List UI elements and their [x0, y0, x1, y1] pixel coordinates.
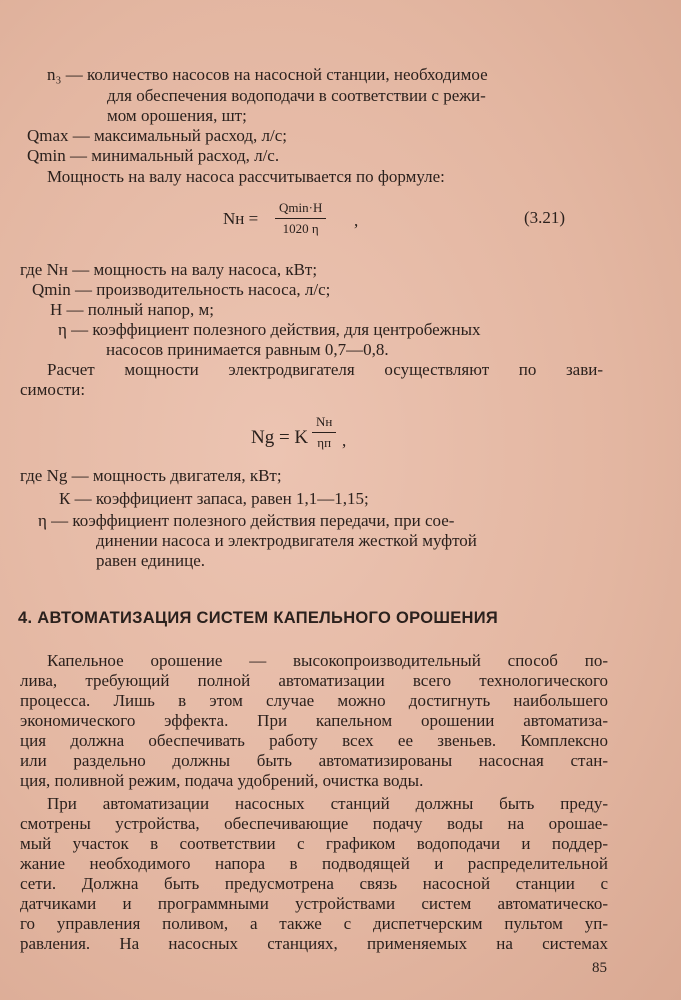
- def-h: Н — полный напор, м;: [50, 300, 215, 319]
- paragraph-line: ция, поливной режим, подача удобрений, очистка воды.: [20, 771, 424, 790]
- paragraph-line: равления. На насосных станциях, применяемых на системах: [20, 934, 608, 953]
- def-nn: где Nн — мощность на валу насоса, кВт;: [20, 260, 318, 279]
- section-heading: 4. АВТОМАТИЗАЦИЯ СИСТЕМ КАПЕЛЬНОГО ОРОШЕНИЯ: [18, 609, 499, 627]
- paragraph-line: мый участок в соответствии с графиком водоподачи и поддер-: [20, 834, 608, 853]
- paragraph-line: экономического эффекта. При капельном орошении автоматиза-: [20, 711, 608, 730]
- def-qmin-2: Qmin — производительность насоса, л/с;: [32, 280, 331, 299]
- paragraph-line: сети. Должна быть предусмотрена связь насосной станции с: [20, 874, 608, 893]
- paragraph: Расчет мощности электродвигателя осуществляют по зави-: [47, 360, 603, 379]
- paragraph-line: смотрены устройства, обеспечивающие подачу воды на орошае-: [20, 814, 608, 833]
- def-n3-cont: для обеспечения водоподачи в соответствии с режи-: [107, 86, 486, 105]
- symbol: n₃: [47, 65, 62, 84]
- paragraph-line: При автоматизации насосных станций должны быть преду-: [47, 794, 608, 813]
- document-page: n₃ — количество насосов на насосной станции, необходимое для обеспечения водоподачи в соответствии с режи- мом орошения, шт; Qmax — максимальный расход, л/с; Qmin — минимальный расход, л/с. Мощность на валу насоса рассчитывается по формуле: Nн = Qmin·H 1020 η , (3.21) где Nн — мощность на валу насоса, кВт; Qmin — производительность насоса, л/с; Н — полный напор, м; η — коэффициент полезного действия, для центробежных насосов принимается равным 0,7—0,8. Расчет мощности электродвигателя осуществляют по зави- симости: Ng = K Nн ηп , где Ng — мощность двигателя, кВт; К — коэффициент запаса, равен 1,1—1,15; η — коэффициент полезного действия передачи, при сое- динении насоса и электродвигателя жесткой муфтой равен единице. 4. АВТОМАТИЗАЦИЯ СИСТЕМ КАПЕЛЬНОГО ОРОШЕНИЯ Капельное орошение — высокопроизводительный способ по- лива, требующий полной автоматизации всего технологического процесса. Лишь в этом случае можно достигнуть наибольшего экономического эффекта. При капельном орошении автоматиза- ция должна обеспечивать работу всех ее звеньев. Комплексно или раздельно должны быть автоматизированы насосная стан- ция, поливной режим, подача удобрений, очистка воды. При автоматизации насосных станций должны быть преду- смотрены устройства, обеспечивающие подачу воды на орошае- мый участок в соответствии с графиком водоподачи и поддер- жание необходимого напора в подводящей и распределительной сети. Должна быть предусмотрена связь насосной станции с датчиками и программными устройствами систем автоматическо- го управления поливом, а также с диспетчерским пультом уп- равления. На насосных станциях, применяемых на системах 85: [0, 0, 681, 1000]
- paragraph-line: датчиками и программными устройствами систем автоматическо-: [20, 894, 608, 913]
- formula-number: (3.21): [524, 208, 566, 227]
- paragraph-line: Капельное орошение — высокопроизводительный способ по-: [47, 651, 608, 670]
- paragraph-line: жание необходимого напора в подводящей и распределительной: [20, 854, 608, 873]
- paragraph-line: или раздельно должны быть автоматизированы насосная стан-: [20, 751, 608, 770]
- def-n3-cont: мом орошения, шт;: [107, 106, 247, 125]
- def-eta-transmission: η — коэффициент полезного действия передачи, при сое-: [38, 511, 455, 530]
- formula-lhs: Ng = K: [251, 427, 309, 448]
- def-qmax: Qmax — максимальный расход, л/с;: [27, 126, 288, 145]
- paragraph-line: ция должна обеспечивать работу всех ее звеньев. Комплексно: [20, 731, 608, 750]
- def-qmin: Qmin — минимальный расход, л/с.: [27, 146, 280, 165]
- formula-fraction: Nн ηп: [312, 412, 336, 453]
- formula-fraction: Qmin·H 1020 η: [275, 198, 326, 239]
- def-ng: где Ng — мощность двигателя, кВт;: [20, 466, 282, 485]
- def-k: К — коэффициент запаса, равен 1,1—1,15;: [59, 489, 369, 508]
- def-eta: η — коэффициент полезного действия, для центробежных: [58, 320, 481, 339]
- paragraph-line: лива, требующий полной автоматизации всего технологического: [20, 671, 608, 690]
- def-n3: n₃ — количество насосов на насосной станции, необходимое: [47, 65, 488, 84]
- paragraph-line: процесса. Лишь в этом случае можно достигнуть наибольшего: [20, 691, 608, 710]
- formula-lhs: Nн =: [223, 209, 259, 228]
- paragraph-line: го управления поливом, а также с диспетчерским пультом уп-: [20, 914, 608, 933]
- paragraph: Мощность на валу насоса рассчитывается по формуле:: [47, 167, 445, 186]
- page-number: 85: [592, 960, 607, 976]
